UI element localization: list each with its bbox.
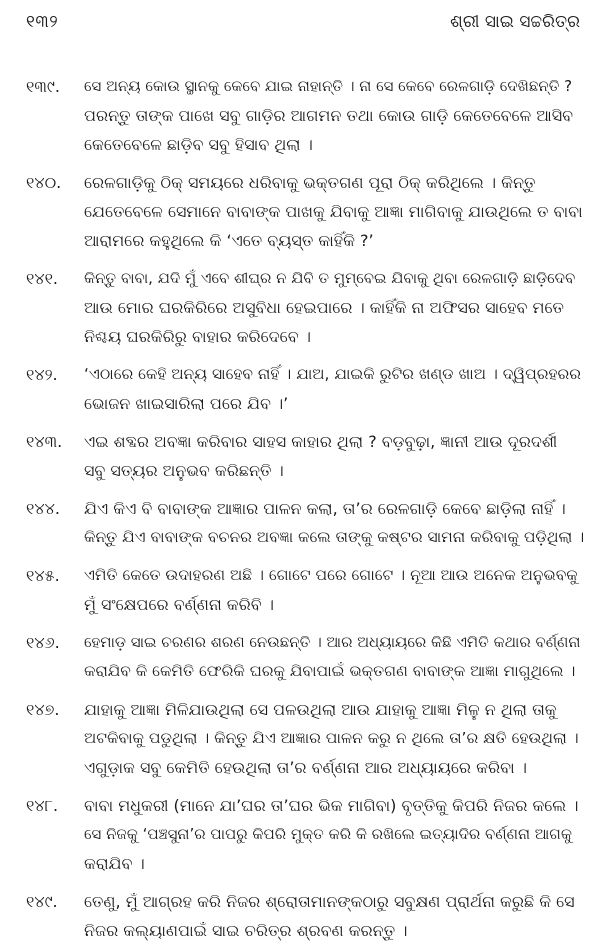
page-number: ୧୩୨ — [26, 12, 59, 32]
verse-text — [84, 360, 586, 418]
verse-line: ଭୋଜନ ଖାଇସାରିଲା ପରେ ଯିବ ।’ — [84, 394, 289, 413]
verse-number: ୧୪୧. — [26, 269, 59, 288]
verse-line: ଏଗୁଡ଼ାକ ସବୁ କେମିତି ହେଉଥିଲା ତା’ର ବର୍ଣ୍ଣନା ଆର ଅଧ୍ୟାୟରେ କରିବା । — [84, 758, 527, 777]
verse-number: ୧୪୦. — [26, 173, 62, 192]
verse-line: କରାଯିବ କି କେମିତି ଫେରିକି ଘରକୁ ଯିବାପାଇଁ ଭକ୍ତଗଣ ବାବାଙ୍କ ଆଜ୍ଞା ମାଗୁଥିଲେ । — [84, 662, 576, 680]
verse-number: ୧୪୬. — [26, 633, 60, 652]
verse — [26, 791, 586, 878]
verse — [26, 561, 586, 619]
verse-line: କେତେବେଳେ ଛାଡ଼ିବ ସବୁ ହିସାବ ଥିଲା । — [84, 135, 313, 154]
verse-line: ହେମାଡ଼ ସାଇ ଚରଣର ଶରଣ ନେଉଛନ୍ତି । ଆର ଅଧ୍ୟାୟରେ କିଛି ଏମିତି କଥାର ବର୍ଣ୍ଣନା — [84, 633, 581, 651]
verse — [26, 494, 586, 552]
verse-line: ଯେତେବେଳେ ସେମାନେ ବାବାଙ୍କ ପାଖକୁ ଯିବାକୁ ଆଜ୍ଞା ମାଗିବାକୁ ଯାଉଥିଲେ ତ ବାବା — [84, 202, 583, 221]
verse-line: ଯାହାକୁ ଆଜ୍ଞା ମିଳିଯାଉଥିଲା ସେ ପଳଉଥିଲା ଆଉ ଯାହାକୁ ଆଜ୍ଞା ମିଳୁ ନ ଥିଲା ତାକୁ — [84, 700, 557, 719]
verse-number: ୧୪୨. — [26, 365, 58, 384]
verse-number: ୧୪୪. — [26, 499, 60, 518]
verse-line: ‘ଏଠାରେ କେହି ଅନ୍ୟ ସାହେବ ନାହିଁ । ଯାଅ, ଯାଇକି ରୁଟିର ଖଣ୍ଡ ଖାଅ । ଦ୍ୱିପ୍ରହରର — [84, 365, 582, 383]
verse-text — [84, 494, 586, 552]
verse — [26, 427, 586, 485]
verse-number: ୧୪୯. — [26, 892, 58, 911]
verse-line: ବାବା ମଧୁକରୀ (ମାନେ ଯା’ଘର ତା’ଘର ଭିକ ମାଗିବା) ବୃତ୍ତିକୁ କିପରି ନିଜର କଲେ । — [84, 796, 579, 815]
verse-line: ରେଳଗାଡ଼ିକୁ ଠିକ୍ ସମୟରେ ଧରିବାକୁ ଭକ୍ତଗଣ ପୂରା ଠିକ୍ କରିଥିଲେ । କିନ୍ତୁ — [84, 173, 536, 192]
verse — [26, 695, 586, 782]
verse-line: ସେ ନିଜକୁ ‘ପଞ୍ଚସୁନା’ର ପାପରୁ କିପରି ମୁକ୍ତ କରି କି ରଖିଲେ ଇତ୍ୟାଦିର ବର୍ଣ୍ଣନା ଆଗକୁ — [84, 825, 572, 843]
verse-text — [84, 695, 586, 782]
verse-line: କିନ୍ତୁ ବାବା, ଯଦି ମୁଁ ଏବେ ଶୀଘ୍ର ନ ଯିବି ତ ମୁମ୍ବେଇ ଯିବାକୁ ଥିବା ରେଳଗାଡ଼ି ଛାଡ଼ିଦେବ — [84, 269, 576, 287]
running-title: ଶ୍ରୀ ସାଇ ସଚ୍ଚରିତ୍ର — [450, 12, 580, 32]
verse-line: ମୁଁ ସଂକ୍ଷେପରେ ବର୍ଣ୍ଣନା କରିବି । — [84, 595, 274, 614]
verse-line: ଆଉ ମୋର ଘରକିରିରେ ଅସୁବିଧା ହେଇପାରେ । କାହିଁକି ନା ଅଫିସର ସାହେବ ମତେ — [84, 298, 564, 317]
page-header — [26, 6, 586, 38]
verse-text — [84, 791, 586, 878]
verse-line: ସବୁ ସତ୍ୟର ଅନୁଭବ କରିଛନ୍ତି । — [84, 461, 284, 480]
verse-number: ୧୪୭. — [26, 700, 60, 719]
verse-line: ସେ ଅନ୍ୟ କୋଉ ସ୍ଥାନକୁ କେବେ ଯାଇ ନାହାନ୍ତି । ନା ସେ କେବେ ରେଳଗାଡ଼ି ଦେଖିଛନ୍ତି ? — [84, 77, 573, 95]
verse-text — [84, 887, 586, 945]
verse-number: ୧୪୮. — [26, 796, 59, 815]
verse — [26, 72, 586, 159]
verse-list — [26, 72, 586, 945]
verse — [26, 887, 586, 945]
verse-number: ୧୪୩. — [26, 432, 63, 451]
verse-number: ୧୩୯. — [26, 77, 60, 96]
verse — [26, 628, 586, 686]
verse-line: ତେଣୁ, ମୁଁ ଆଗ୍ରହ କରି ନିଜର ଶ୍ରୋତାମାନଙ୍କଠାରୁ ସବୁକ୍ଷଣ ପ୍ରାର୍ଥନା କରୁଛି କି ସେ — [84, 892, 575, 911]
verse-line: ପରନ୍ତୁ ତାଙ୍କ ପାଖେ ସବୁ ଗାଡ଼ିର ଆଗମନ ତଥା କୋଉ ଗାଡ଼ି କେତେବେଳେ ଆସିବ — [84, 106, 574, 125]
verse-line: ଏଇ ଶବ୍ଦର ଅବଜ୍ଞା କରିବାର ସାହସ କାହାର ଥିଲା ? ବଡ଼ବୁଢ଼ା, ଜ୍ଞାନୀ ଆଉ ଦୂରଦର୍ଶୀ — [84, 432, 558, 451]
verse-line: ଅଟକିବାକୁ ପଡୁଥିଲା । କିନ୍ତୁ ଯିଏ ଆଜ୍ଞାର ପାଳନ କରୁ ନ ଥିଲେ ତା’ର କ୍ଷତି ହେଉଥିଲା । — [84, 729, 579, 747]
verse-line: ନିଜର କଲ୍ୟାଣପାଇଁ ସାଇ ଚରିତ୍ର ଶ୍ରବଣ କରନ୍ତୁ । — [84, 921, 408, 940]
verse-line: ଆରାମରେ କହୁଥିଲେ କି ‘ଏତେ ବ୍ୟସ୍ତ କାହିଁକି ?’ — [84, 231, 374, 250]
verse — [26, 264, 586, 351]
verse-text — [84, 561, 586, 619]
verse-line: ଏମିତି କେତେ ଉଦାହରଣ ଅଛି । ଗୋଟେ ପରେ ଗୋଟେ । ନୂଆ ଆଉ ଅନେକ ଅନୁଭବକୁ — [84, 566, 578, 584]
verse-line: ଯିଏ କିଏ ବି ବାବାଙ୍କ ଆଜ୍ଞାର ପାଳନ କଲା, ତା’ର ରେଳଗାଡ଼ି କେବେ ଛାଡ଼ିଲା ନାହିଁ । — [84, 499, 566, 518]
verse-line: କରାଯିବ । — [84, 854, 145, 873]
verse-text — [84, 427, 586, 485]
verse-line: କିନ୍ତୁ ଯିଏ ବାବାଙ୍କ ବଚନର ଅବଜ୍ଞା କଲେ ତାଙ୍କୁ କଷ୍ଟର ସାମନା କରିବାକୁ ପଡ଼ିଥିଲା । — [84, 528, 585, 546]
verse-text — [84, 628, 586, 686]
verse-text — [84, 168, 586, 255]
verse-line: ନିଶ୍ଚୟ ଘରକିରିରୁ ବାହାର କରିଦେବେ । — [84, 327, 311, 346]
verse — [26, 168, 586, 255]
verse-text — [84, 72, 586, 159]
verse — [26, 360, 586, 418]
verse-text — [84, 264, 586, 351]
verse-number: ୧୪୫. — [26, 566, 60, 585]
